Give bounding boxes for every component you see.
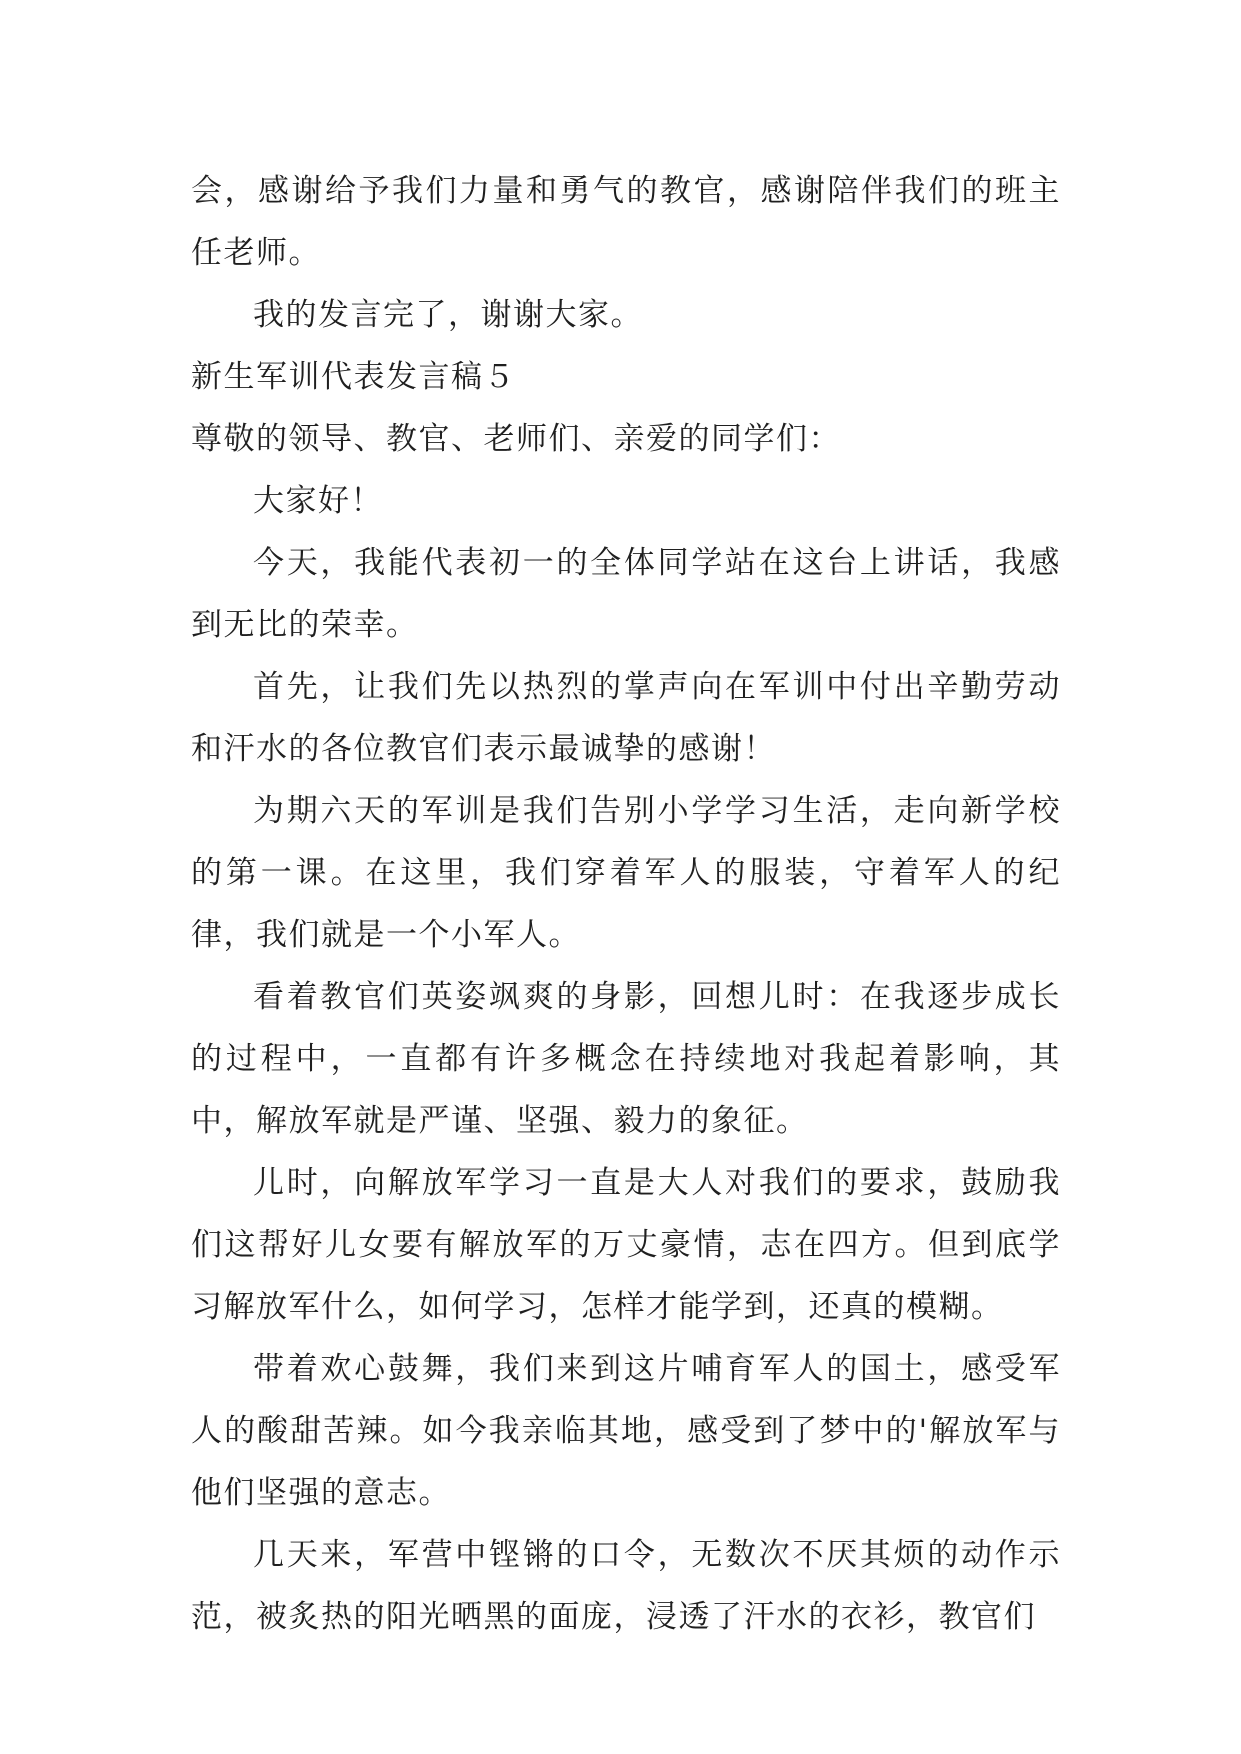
section-title: 新生军训代表发言稿５ [191, 359, 516, 395]
paragraph-speech-end: 我的发言完了，谢谢大家。 [253, 297, 643, 333]
document-body [191, 160, 1061, 1648]
paragraph-childhood: 儿时，向解放军学习一直是大人对我们的要求，鼓励我们这帮好儿女要有解放军的万丈豪情，志在四方。但到底学习解放军什么，如何学习，怎样才能学到，还真的模糊。 [191, 1165, 1061, 1325]
paragraph-instructors: 看着教官们英姿飒爽的身影，回想儿时：在我逐步成长的过程中，一直都有许多概念在持续地对我起着影响，其中，解放军就是严谨、坚强、毅力的象征。 [191, 979, 1061, 1139]
paragraph-closing-thanks: 会，感谢给予我们力量和勇气的教官，感谢陪伴我们的班主任老师。 [191, 173, 1061, 271]
paragraph-honor: 今天，我能代表初一的全体同学站在这台上讲话，我感到无比的荣幸。 [191, 545, 1061, 643]
paragraph-days: 几天来，军营中铿锵的口令，无数次不厌其烦的动作示范，被炙热的阳光晒黑的面庞，浸透了汗水的衣衫，教官们 [191, 1537, 1061, 1635]
paragraph-arrival: 带着欢心鼓舞，我们来到这片哺育军人的国土，感受军人的酸甜苦辣。如今我亲临其地，感受到了梦中的'解放军与他们坚强的意志。 [191, 1351, 1061, 1511]
paragraph-applause: 首先，让我们先以热烈的掌声向在军训中付出辛勤劳动和汗水的各位教官们表示最诚挚的感谢！ [191, 669, 1061, 767]
salutation: 尊敬的领导、教官、老师们、亲爱的同学们： [191, 421, 841, 457]
paragraph-greeting: 大家好！ [253, 483, 383, 519]
paragraph-first-lesson: 为期六天的军训是我们告别小学学习生活，走向新学校的第一课。在这里，我们穿着军人的服装，守着军人的纪律，我们就是一个小军人。 [191, 793, 1061, 953]
